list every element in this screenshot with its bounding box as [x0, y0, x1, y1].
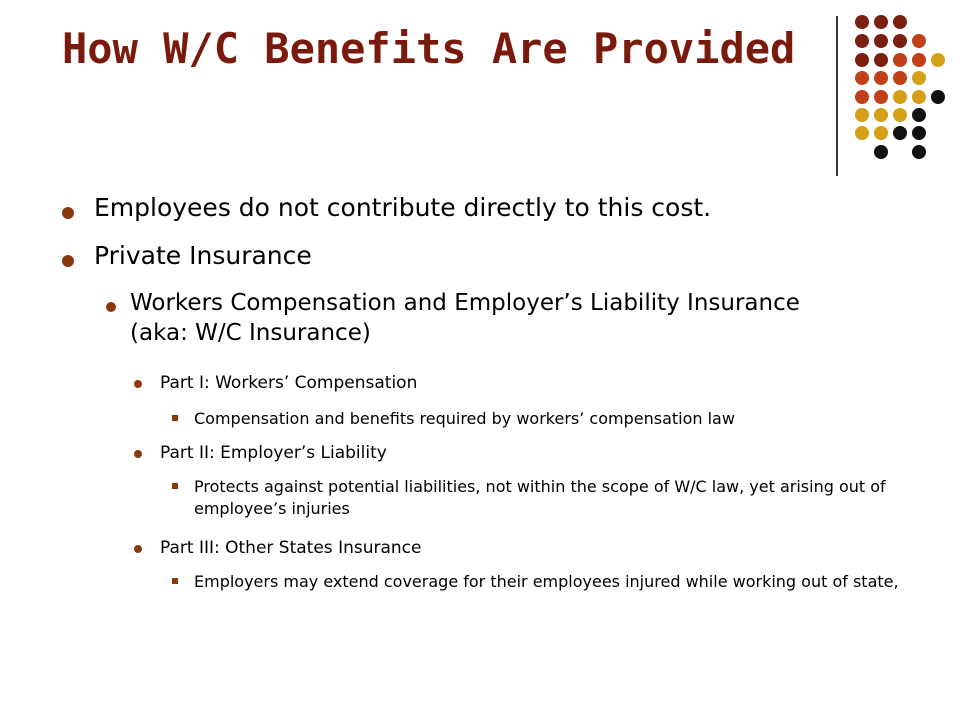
decor-dot	[893, 90, 907, 104]
decor-dot	[893, 71, 907, 85]
decor-dot	[893, 15, 907, 29]
decor-dot	[893, 126, 907, 140]
bullet-level4: Protects against potential liabilities, not within the scope of W/C law, yet arising out of employee’s injuries	[194, 477, 886, 518]
decor-dot	[874, 126, 888, 140]
decor-dot	[912, 108, 926, 122]
bullet-dot-icon	[134, 450, 142, 458]
bullet-level3: Part I: Workers’ Compensation	[160, 373, 418, 393]
decor-dot	[855, 108, 869, 122]
decor-dot	[912, 71, 926, 85]
decor-dot	[893, 34, 907, 48]
decor-dot	[912, 90, 926, 104]
bullet-dot-icon	[134, 545, 142, 553]
decor-dot	[912, 145, 926, 159]
decor-dot	[912, 34, 926, 48]
bullet-level4: Employers may extend coverage for their employees injured while working out of state,	[194, 572, 899, 591]
decor-dot	[874, 71, 888, 85]
decor-dot	[874, 15, 888, 29]
bullet-dot-icon	[106, 302, 116, 312]
decor-dot	[893, 53, 907, 67]
bullet-dot-icon	[62, 255, 74, 267]
bullet-level3: Part II: Employer’s Liability	[160, 443, 387, 463]
decor-dot	[874, 90, 888, 104]
decor-dot	[912, 53, 926, 67]
bullet-square-icon	[172, 483, 178, 489]
decor-dot	[874, 34, 888, 48]
decor-dot	[855, 34, 869, 48]
slide-title: How W/C Benefits Are Provided	[62, 24, 796, 73]
decor-dot	[855, 15, 869, 29]
decor-dot	[855, 53, 869, 67]
bullet-level1: Private Insurance	[94, 241, 312, 270]
decor-dot	[874, 108, 888, 122]
decor-dot	[893, 108, 907, 122]
bullet-dot-icon	[62, 207, 74, 219]
decor-dot	[855, 71, 869, 85]
decor-dot	[855, 126, 869, 140]
decor-dot	[874, 145, 888, 159]
bullet-level3: Part III: Other States Insurance	[160, 538, 422, 558]
bullet-square-icon	[172, 415, 178, 421]
bullet-level4: Compensation and benefits required by workers’ compensation law	[194, 409, 735, 428]
decor-dot	[931, 53, 945, 67]
dot-grid-decoration	[0, 0, 960, 180]
bullet-level2: Workers Compensation and Employer’s Liability Insurance (aka: W/C Insurance)	[130, 290, 800, 346]
decor-dot	[874, 53, 888, 67]
decor-dot	[912, 126, 926, 140]
decor-dot	[931, 90, 945, 104]
bullet-square-icon	[172, 578, 178, 584]
bullet-dot-icon	[134, 380, 142, 388]
decor-dot	[855, 90, 869, 104]
bullet-level1: Employees do not contribute directly to this cost.	[94, 193, 712, 222]
